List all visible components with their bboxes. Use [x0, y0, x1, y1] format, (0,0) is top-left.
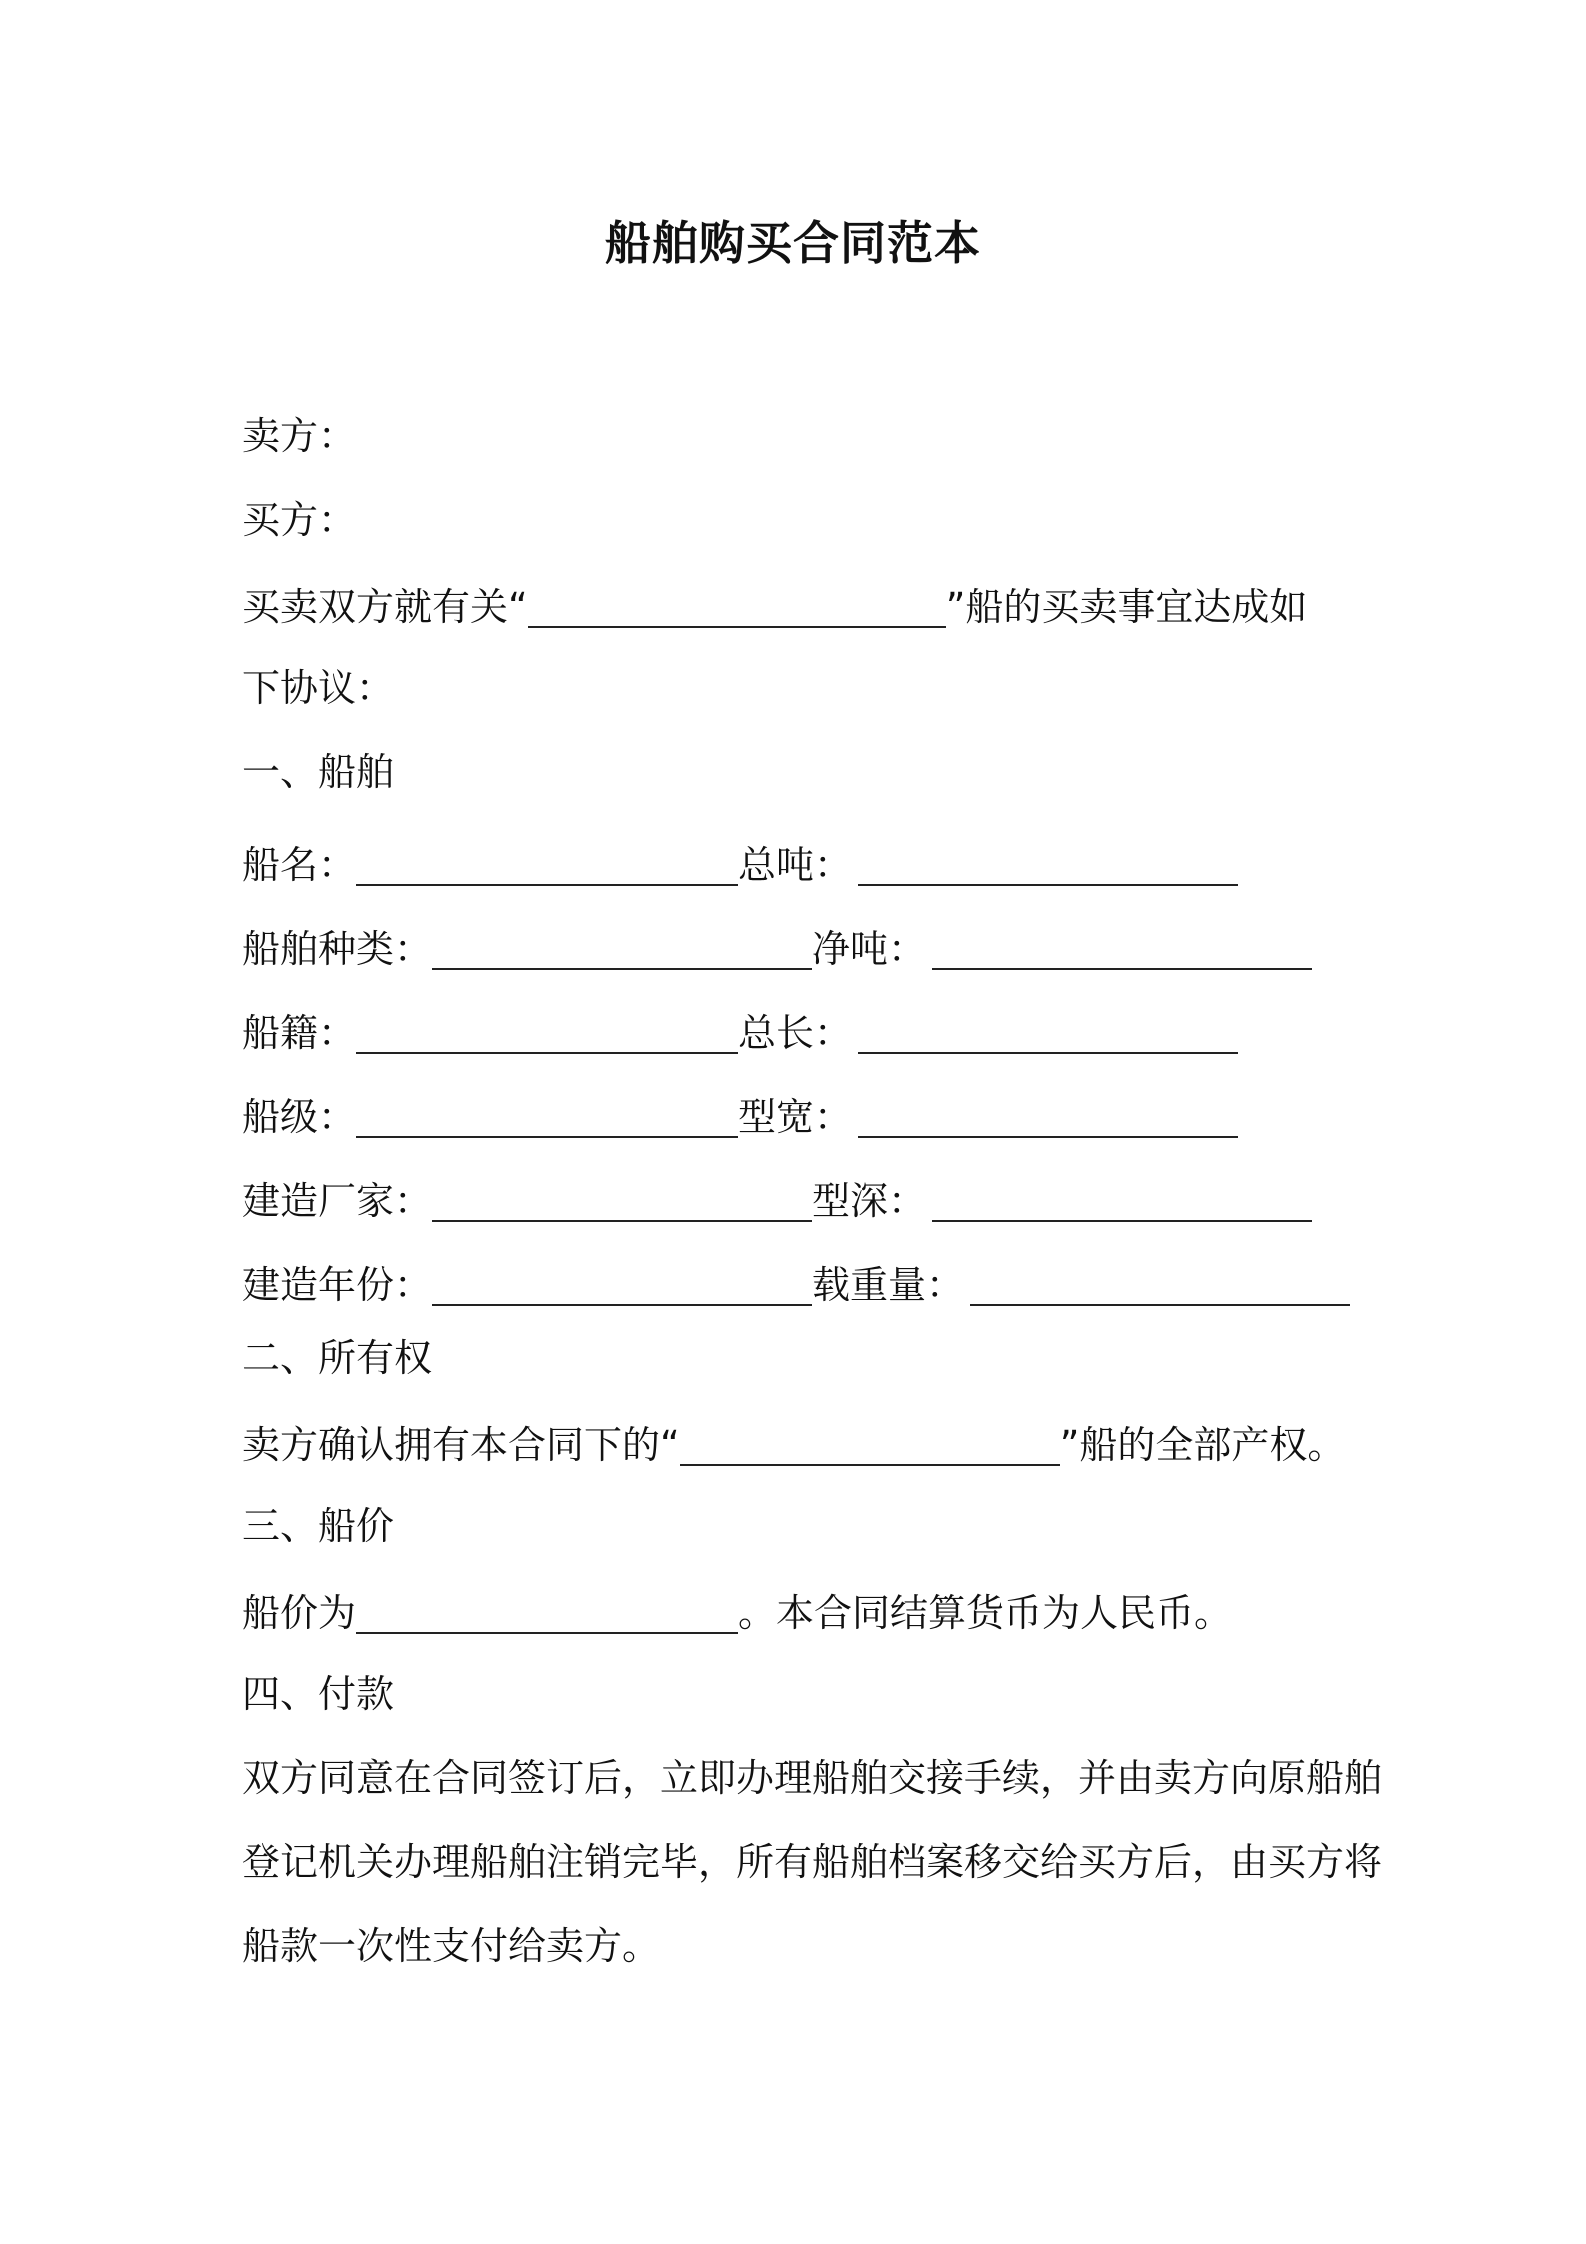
ship-name-blank[interactable]	[528, 586, 946, 628]
seller-line	[242, 410, 1362, 462]
ship-name-label: 船名：	[242, 843, 357, 887]
field-row	[242, 836, 1362, 891]
net-tonnage-label: 净吨：	[812, 927, 927, 971]
field-row	[242, 920, 1362, 975]
ship-name-field[interactable]	[356, 844, 738, 886]
price-text-after: 。本合同结算货币为人民币。	[738, 1591, 1233, 1635]
field-row	[242, 1256, 1362, 1311]
seller-label: 卖方：	[242, 414, 357, 458]
payment-text: 船款一次性支付给卖方。	[242, 1924, 661, 1968]
ship-class-label: 船级：	[242, 1095, 357, 1139]
payment-paragraph-line	[242, 1920, 1362, 1972]
section-price-label: 三、船价	[242, 1504, 395, 1548]
payment-text: 登记机关办理船舶注销完毕，所有船舶档案移交给买方后，由买方将	[242, 1840, 1383, 1884]
deadweight-label: 载重量：	[812, 1263, 965, 1307]
intro-line-2	[242, 662, 1362, 714]
buyer-label: 买方：	[242, 498, 357, 542]
section-heading-ownership	[242, 1332, 1362, 1384]
moulded-breadth-label: 型宽：	[738, 1095, 853, 1139]
registry-label: 船籍：	[242, 1011, 357, 1055]
ownership-text-before: 卖方确认拥有本合同下的“	[242, 1423, 680, 1467]
ownership-ship-blank[interactable]	[680, 1424, 1060, 1466]
intro-text-before: 买卖双方就有关“	[242, 585, 528, 629]
section-heading-ship	[242, 746, 1362, 798]
section-ownership-label: 二、所有权	[242, 1336, 433, 1380]
moulded-breadth-field[interactable]	[858, 1096, 1238, 1138]
ship-type-field[interactable]	[432, 928, 812, 970]
overall-length-field[interactable]	[858, 1012, 1238, 1054]
overall-length-label: 总长：	[738, 1011, 853, 1055]
moulded-depth-label: 型深：	[812, 1179, 927, 1223]
intro-text-after: ”船的买卖事宜达成如	[945, 585, 1308, 629]
price-line	[242, 1584, 1362, 1639]
price-text-before: 船价为	[242, 1591, 357, 1635]
section-heading-price	[242, 1500, 1362, 1552]
ship-class-field[interactable]	[356, 1096, 738, 1138]
section-payment-label: 四、付款	[242, 1672, 395, 1716]
builder-label: 建造厂家：	[242, 1179, 433, 1223]
gross-tonnage-field[interactable]	[858, 844, 1238, 886]
buyer-line	[242, 494, 1362, 546]
document-title: 船舶购买合同范本	[605, 216, 981, 270]
payment-text: 双方同意在合同签订后，立即办理船舶交接手续，并由卖方向原船舶	[242, 1756, 1383, 1800]
ownership-text-after: ”船的全部产权。	[1059, 1423, 1346, 1467]
registry-field[interactable]	[356, 1012, 738, 1054]
section-ship-label: 一、船舶	[242, 750, 395, 794]
payment-paragraph-line	[242, 1752, 1383, 1804]
build-year-field[interactable]	[432, 1264, 812, 1306]
net-tonnage-field[interactable]	[932, 928, 1312, 970]
intro-line	[242, 578, 1362, 633]
field-row	[242, 1088, 1362, 1143]
field-row	[242, 1172, 1362, 1227]
ownership-line	[242, 1416, 1362, 1471]
ship-type-label: 船舶种类：	[242, 927, 433, 971]
intro-text-line2: 下协议：	[242, 666, 395, 710]
deadweight-field[interactable]	[970, 1264, 1350, 1306]
price-blank[interactable]	[356, 1592, 738, 1634]
builder-field[interactable]	[432, 1180, 812, 1222]
section-heading-payment	[242, 1668, 1362, 1720]
moulded-depth-field[interactable]	[932, 1180, 1312, 1222]
payment-paragraph-line	[242, 1836, 1383, 1888]
field-row	[242, 1004, 1362, 1059]
gross-tonnage-label: 总吨：	[738, 843, 853, 887]
build-year-label: 建造年份：	[242, 1263, 433, 1307]
